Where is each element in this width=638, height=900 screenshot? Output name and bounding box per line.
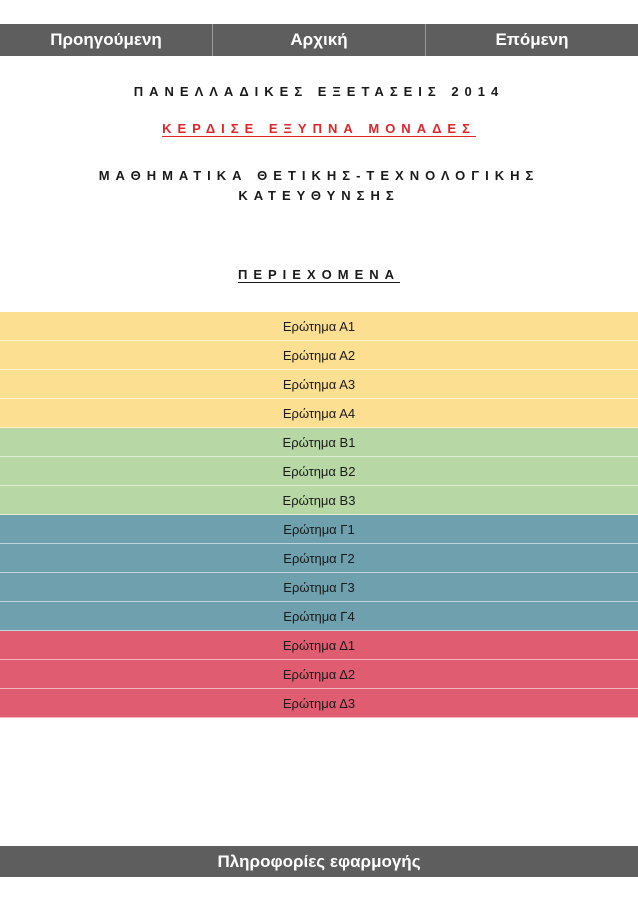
- win-slogan: [0, 121, 638, 136]
- win-slogan-text: ΚΕΡΔΙΣΕ ΕΞΥΠΝΑ ΜΟΝΑΔΕΣ: [162, 121, 476, 136]
- contents-heading: [0, 267, 638, 282]
- toc-item-a3[interactable]: Ερώτημα Α3: [0, 370, 638, 399]
- toc-item-c3[interactable]: Ερώτημα Γ3: [0, 573, 638, 602]
- subject-title: [0, 166, 638, 206]
- toc-item-b2[interactable]: Ερώτημα Β2: [0, 457, 638, 486]
- top-navigation-bar: [0, 24, 638, 56]
- subject-line-2: ΚΑΤΕΥΘΥΝΣΗΣ: [238, 188, 400, 203]
- toc-item-c1[interactable]: Ερώτημα Γ1: [0, 515, 638, 544]
- toc-item-d1[interactable]: Ερώτημα Δ1: [0, 631, 638, 660]
- contents-heading-text: ΠΕΡΙΕΧΟΜΕΝΑ: [237, 267, 401, 282]
- previous-button[interactable]: Προηγούμενη: [0, 24, 213, 56]
- toc-item-d3[interactable]: Ερώτημα Δ3: [0, 689, 638, 718]
- toc-item-a1[interactable]: Ερώτημα Α1: [0, 312, 638, 341]
- subject-line-1: ΜΑΘΗΜΑΤΙΚΑ ΘΕΤΙΚΗΣ-ΤΕΧΝΟΛΟΓΙΚΗΣ: [98, 168, 540, 183]
- contents-list: [0, 312, 638, 718]
- toc-item-a4[interactable]: Ερώτημα Α4: [0, 399, 638, 428]
- toc-item-c2[interactable]: Ερώτημα Γ2: [0, 544, 638, 573]
- toc-item-b3[interactable]: Ερώτημα Β3: [0, 486, 638, 515]
- toc-item-a2[interactable]: Ερώτημα Α2: [0, 341, 638, 370]
- next-button[interactable]: Επόμενη: [495, 30, 569, 49]
- exams-title: ΠΑΝΕΛΛΑΔΙΚΕΣ ΕΞΕΤΑΣΕΙΣ 2014: [133, 84, 505, 99]
- toc-item-d2[interactable]: Ερώτημα Δ2: [0, 660, 638, 689]
- app-info-button[interactable]: Πληροφορίες εφαρμογής: [0, 846, 638, 877]
- toc-item-b1[interactable]: Ερώτημα Β1: [0, 428, 638, 457]
- toc-item-c4[interactable]: Ερώτημα Γ4: [0, 602, 638, 631]
- home-button[interactable]: Αρχική: [213, 24, 426, 56]
